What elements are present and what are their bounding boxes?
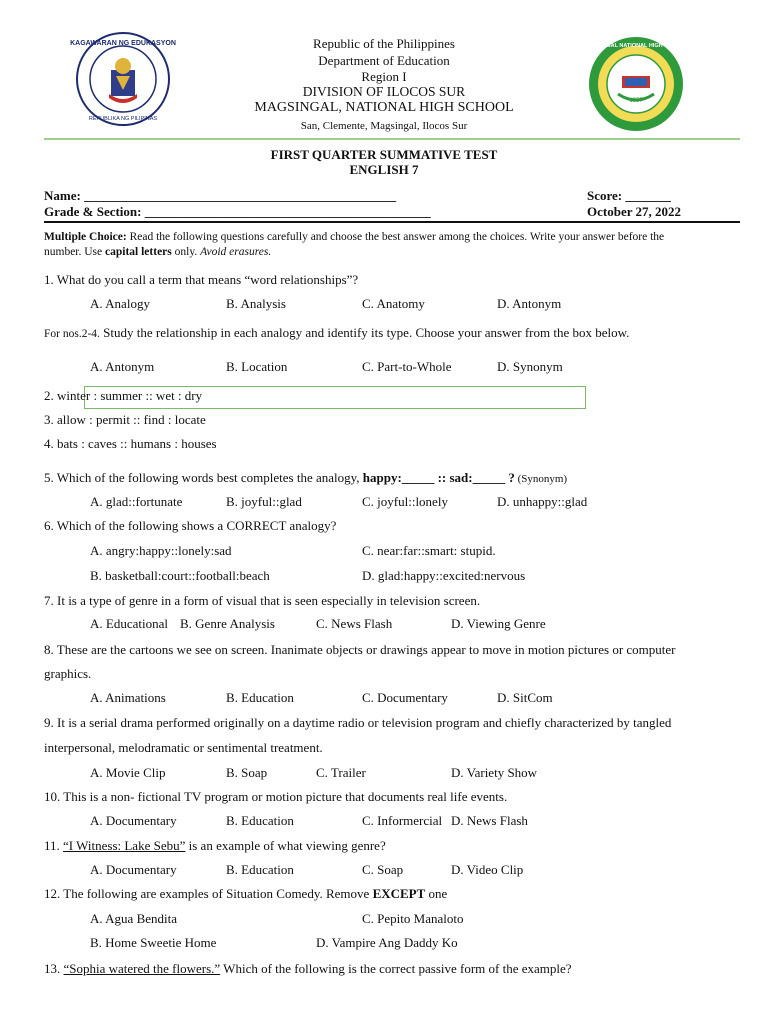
question-2: 2. winter : summer :: wet : dry: [44, 388, 203, 403]
q6-option-c: C. near:far::smart: stupid.: [362, 543, 496, 558]
header-line-republic: Republic of the Philippines: [313, 36, 455, 51]
question-7: 7. It is a type of genre in a form of visual that is seen especially in television screen.: [44, 593, 481, 608]
test-title: FIRST QUARTER SUMMATIVE TEST: [270, 147, 498, 162]
test-subject: ENGLISH 7: [349, 162, 419, 177]
question-12: 12. The following are examples of Situation Comedy. Remove EXCEPT one: [44, 886, 448, 901]
header-line-region: Region I: [361, 69, 407, 84]
question-10: 10. This is a non- fictional TV program or motion picture that documents real life events.: [44, 789, 508, 804]
nos24-option-b: B. Location: [226, 359, 288, 374]
fields-divider: [44, 221, 740, 223]
q7-option-c: C. News Flash: [316, 616, 393, 631]
question-4: 4. bats : caves :: humans : houses: [44, 436, 217, 451]
test-date: October 27, 2022: [587, 204, 681, 219]
q11-option-a: A. Documentary: [90, 862, 177, 877]
grade-section-field[interactable]: Grade & Section: ____________________________________________: [44, 204, 431, 219]
q1-option-a: A. Analogy: [90, 296, 150, 311]
question-9-line-1: 9. It is a serial drama performed originally on a daytime radio or television program and chiefly characterized by tangled: [44, 715, 672, 730]
q7-option-d: D. Viewing Genre: [451, 616, 546, 631]
q5-option-c: C. joyful::lonely: [362, 494, 448, 509]
q7-option-a: A. Educational: [90, 616, 168, 631]
nos24-option-d: D. Synonym: [497, 359, 563, 374]
q9-option-a: A. Movie Clip: [90, 765, 166, 780]
q6-option-a: A. angry:happy::lonely:sad: [90, 543, 232, 558]
svg-text:MAGSINGAL NATIONAL HIGH SCHOOL: MAGSINGAL NATIONAL HIGH SCHOOL: [584, 43, 688, 49]
q10-option-d: D. News Flash: [451, 813, 528, 828]
q5-option-d: D. unhappy::glad: [497, 494, 588, 509]
nos24-option-a: A. Antonym: [90, 359, 155, 374]
question-3: 3. allow : permit :: find : locate: [44, 412, 206, 427]
q8-option-a: A. Animations: [90, 690, 166, 705]
q5-option-a: A. glad::fortunate: [90, 494, 183, 509]
svg-text:REPUBLIKA NG PILIPINAS: REPUBLIKA NG PILIPINAS: [88, 116, 158, 122]
name-field[interactable]: Name: ________________________________________________: [44, 188, 397, 203]
question-8-line-2: graphics.: [44, 666, 92, 681]
q6-option-d: D. glad:happy::excited:nervous: [362, 568, 526, 583]
q7-option-b: B. Genre Analysis: [180, 616, 275, 631]
header-line-deped: Department of Education: [318, 53, 450, 68]
q12-option-c: C. Pepito Manaloto: [362, 911, 464, 926]
question-6: 6. Which of the following shows a CORRECT analogy?: [44, 518, 337, 533]
header-line-division: DIVISION OF ILOCOS SUR: [302, 84, 466, 99]
q11-option-d: D. Video Clip: [451, 862, 524, 877]
q10-option-b: B. Education: [226, 813, 294, 828]
q9-option-c: C. Trailer: [316, 765, 366, 780]
q1-option-c: C. Anatomy: [362, 296, 425, 311]
question-1: 1. What do you call a term that means “word relationships”?: [44, 272, 359, 287]
header-line-school: MAGSINGAL, NATIONAL HIGH SCHOOL: [254, 100, 514, 115]
q1-option-b: B. Analysis: [226, 296, 286, 311]
instructions-line-1: Multiple Choice: Read the following questions carefully and choose the best answer among the choices. Write your answer before the: [44, 231, 665, 243]
q9-option-b: B. Soap: [226, 765, 268, 780]
q9-option-d: D. Variety Show: [451, 765, 538, 780]
q12-option-b: B. Home Sweetie Home: [90, 935, 217, 950]
q1-option-d: D. Antonym: [497, 296, 562, 311]
question-13: 13. “Sophia watered the flowers.” Which of the following is the correct passive form of the example?: [44, 961, 572, 976]
q6-option-b: B. basketball:court::football:beach: [90, 568, 270, 583]
q10-option-a: A. Documentary: [90, 813, 177, 828]
nos24-option-c: C. Part-to-Whole: [362, 359, 452, 374]
question-5: 5. Which of the following words best completes the analogy, happy:_____ :: sad:_____ ? (Synonym): [44, 470, 568, 485]
q11-option-c: C. Soap: [362, 862, 404, 877]
q5-option-b: B. joyful::glad: [226, 494, 302, 509]
q12-option-d: D. Vampire Ang Daddy Ko: [316, 935, 458, 950]
header-divider: [44, 138, 740, 140]
instructions-nos-2-4: For nos.2-4. Study the relationship in each analogy and identify its type. Choose your answer from the box below.: [44, 325, 630, 340]
instructions-line-2: number. Use capital letters only. Avoid erasures.: [44, 246, 272, 258]
score-field[interactable]: Score: _______: [587, 188, 671, 203]
q10-option-c: C. Informercial: [362, 813, 443, 828]
svg-text:1957: 1957: [629, 98, 643, 104]
q11-option-b: B. Education: [226, 862, 294, 877]
svg-text:KAGAWARAN NG EDUKASYON: KAGAWARAN NG EDUKASYON: [70, 40, 176, 47]
q8-option-c: C. Documentary: [362, 690, 448, 705]
q8-option-d: D. SitCom: [497, 690, 553, 705]
q12-option-a: A. Agua Bendita: [90, 911, 178, 926]
header-line-address: San, Clemente, Magsingal, Ilocos Sur: [300, 120, 468, 132]
question-11: 11. “I Witness: Lake Sebu” is an example of what viewing genre?: [44, 838, 386, 853]
question-9-line-2: interpersonal, melodramatic or sentimental treatment.: [44, 740, 323, 755]
q8-option-b: B. Education: [226, 690, 294, 705]
question-8-line-1: 8. These are the cartoons we see on screen. Inanimate objects or drawings appear to move in motion pictures or computer: [44, 642, 676, 657]
